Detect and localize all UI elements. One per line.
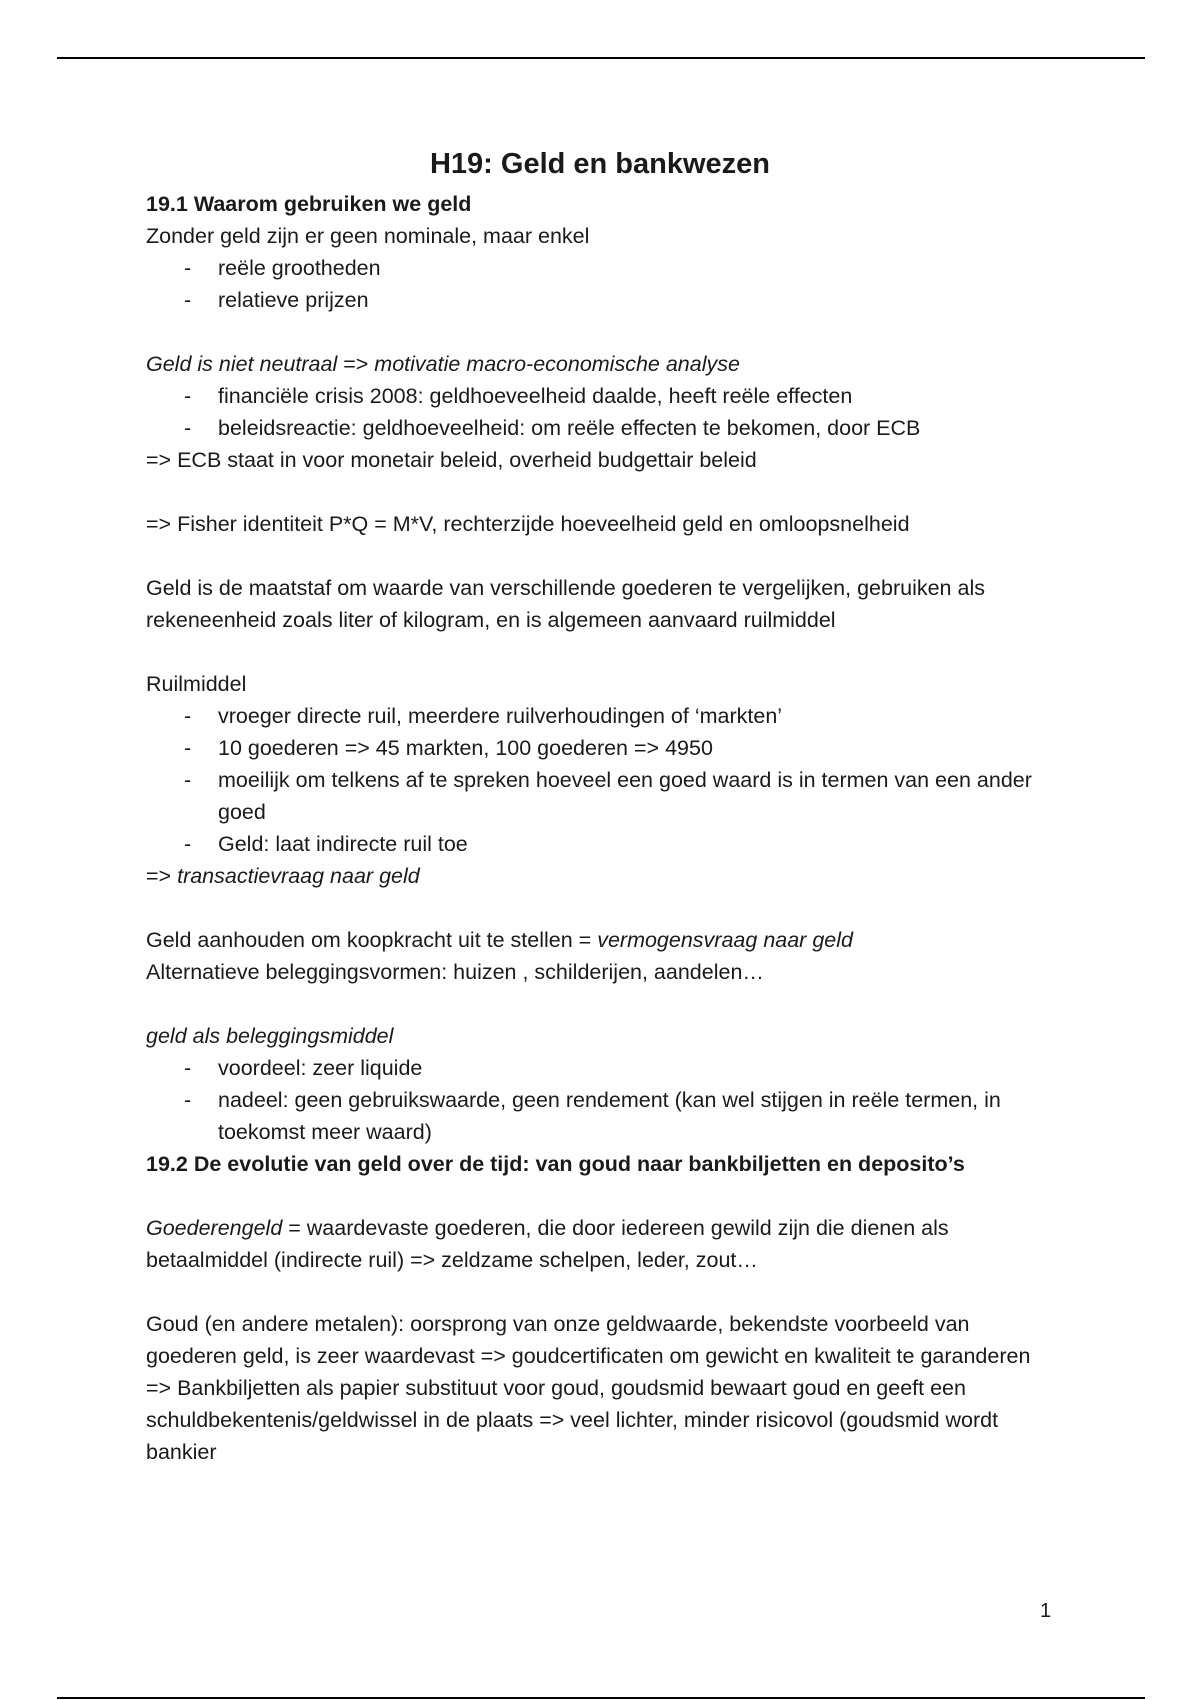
list-item: - moeilijk om telkens af te spreken hoeveel een goed waard is in termen van een ander goed (146, 764, 1066, 828)
page-title: H19: Geld en bankwezen (429, 148, 771, 180)
ecb-line: => ECB staat in voor monetair beleid, overheid budgettair beleid (146, 448, 757, 472)
list-item: - financiële crisis 2008: geldhoeveelheid daalde, heeft reële effecten (146, 380, 1066, 412)
goud-paragraph: Goud (en andere metalen): oorsprong van onze geldwaarde, bekendste voorbeeld van goederen geld, is zeer waardevast => goudcertificaten om gewicht en kwaliteit te garanderen (146, 1312, 1031, 1368)
header-rule (57, 57, 1145, 59)
goederengeld-definition: = waardevaste goederen, die door iedereen gewild zijn die dienen als betaalmiddel (indirecte ruil) => zeldzame schelpen, leder, zout… (146, 1216, 949, 1272)
document-body (146, 188, 1066, 1468)
list-item: - nadeel: geen gebruikswaarde, geen rendement (kan wel stijgen in reële termen, in toekomst meer waard) (146, 1084, 1066, 1148)
list-item: - vroeger directe ruil, meerdere ruilverhoudingen of ‘markten’ (146, 700, 1066, 732)
list-item: - relatieve prijzen (146, 284, 1066, 316)
belegging-list (146, 1052, 1066, 1148)
goederengeld-term: Goederengeld (146, 1216, 283, 1240)
intro-text: Zonder geld zijn er geen nominale, maar enkel (146, 224, 590, 248)
title-row (0, 148, 1200, 180)
koopkracht-line (146, 924, 1066, 956)
koopkracht-plain: Geld aanhouden om koopkracht uit te stellen = (146, 928, 598, 952)
fisher-line: => Fisher identiteit P*Q = M*V, rechterzijde hoeveelheid geld en omloopsnelheid (146, 512, 910, 536)
transactie-line (146, 860, 1066, 892)
alternatieve-line: Alternatieve beleggingsvormen: huizen , schilderijen, aandelen… (146, 960, 764, 984)
belegging-heading: geld als beleggingsmiddel (146, 1024, 394, 1048)
intro-list (146, 252, 1066, 316)
neutral-arrow: => (337, 352, 375, 376)
goederengeld-paragraph (146, 1212, 1066, 1276)
maatstaf-paragraph: Geld is de maatstaf om waarde van verschillende goederen te vergelijken, gebruiken als rekeneenheid zoals liter of kilogram, en is algemeen aanvaard ruilmiddel (146, 576, 985, 632)
section1-heading: 19.1 Waarom gebruiken we geld (146, 192, 472, 216)
neutral-italic-b: motivatie macro-economische analyse (374, 352, 740, 376)
list-item: - reële grootheden (146, 252, 1066, 284)
footer-rule (57, 1697, 1145, 1699)
ruilmiddel-heading: Ruilmiddel (146, 672, 247, 696)
neutral-line (146, 348, 1066, 380)
bankbiljetten-paragraph: => Bankbiljetten als papier substituut voor goud, goudsmid bewaart goud en geeft een schuldbekentenis/geldwissel in de plaats => veel lichter, minder risicovol (goudsmid wordt bankier (146, 1376, 999, 1464)
neutral-italic-a: Geld is niet neutraal (146, 352, 338, 376)
list-item: - 10 goederen => 45 markten, 100 goederen => 4950 (146, 732, 1066, 764)
transactie-arrow: => (146, 864, 178, 888)
transactie-italic: transactievraag naar geld (177, 864, 420, 888)
page-number: 1 (1040, 1600, 1052, 1622)
list-item: - voordeel: zeer liquide (146, 1052, 1066, 1084)
ruilmiddel-list (146, 700, 1066, 860)
neutral-list (146, 380, 1066, 444)
section2-heading: 19.2 De evolutie van geld over de tijd: van goud naar bankbiljetten en deposito’s (146, 1152, 965, 1176)
koopkracht-italic: vermogensvraag naar geld (597, 928, 853, 952)
list-item: - Geld: laat indirecte ruil toe (146, 828, 1066, 860)
list-item: - beleidsreactie: geldhoeveelheid: om reële effecten te bekomen, door ECB (146, 412, 1066, 444)
